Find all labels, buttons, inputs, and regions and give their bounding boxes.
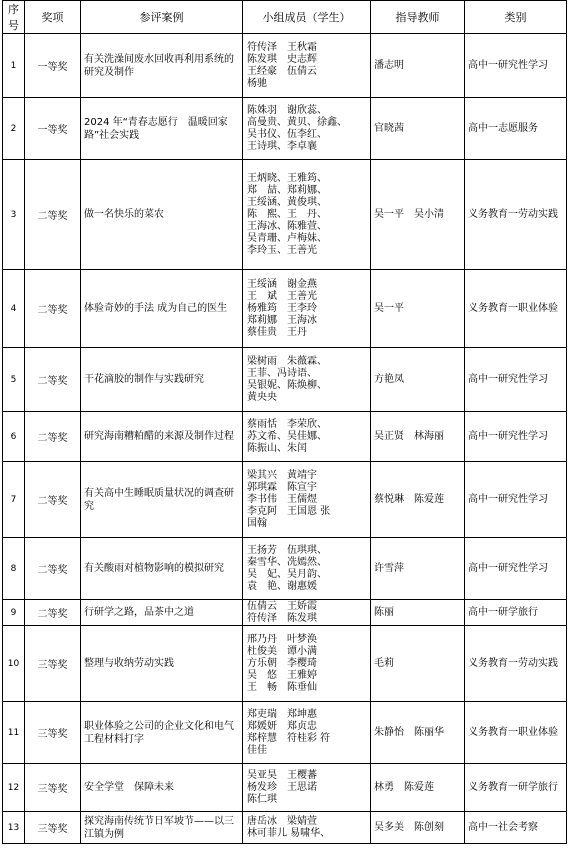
row-category: 高中一研究性学习 bbox=[465, 538, 567, 600]
row-category: 高中一研学旅行 bbox=[465, 600, 567, 626]
header-award: 奖项 bbox=[25, 1, 81, 34]
row-no: 10 bbox=[3, 626, 25, 702]
row-no: 9 bbox=[3, 600, 25, 626]
row-award: 三等奖 bbox=[25, 702, 81, 764]
row-teacher: 方艳凤 bbox=[371, 348, 465, 412]
row-award: 二等奖 bbox=[25, 270, 81, 348]
row-case: 体验奇妙的手法 成为自己的医生 bbox=[81, 270, 243, 348]
row-case: 探究海南传统节日军坡节——以三江镇为例 bbox=[81, 812, 243, 844]
row-case: 2024 年“青春志愿行 温暖回家路”社会实践 bbox=[81, 98, 243, 160]
row-no: 2 bbox=[3, 98, 25, 160]
row-case: 职业体验之公司的企业文化和电气工程材料打字 bbox=[81, 702, 243, 764]
row-category: 义务教育一劳动实践 bbox=[465, 626, 567, 702]
row-no: 7 bbox=[3, 462, 25, 538]
row-members: 郑吏瑞 郑坤惠 郑媛妍 郑贞忠 郑梓慧 符桂彩 符 佳佳 bbox=[243, 702, 371, 764]
row-no: 13 bbox=[3, 812, 25, 844]
row-members: 蔡雨恬 李荣欣、 苏文希、吴佳娜、 陈振山、朱闰 bbox=[243, 412, 371, 462]
row-no: 6 bbox=[3, 412, 25, 462]
row-category: 高中一研究性学习 bbox=[465, 462, 567, 538]
row-teacher: 吴多美 陈创刻 bbox=[371, 812, 465, 844]
row-award: 二等奖 bbox=[25, 538, 81, 600]
row-teacher: 朱静怡 陈丽华 bbox=[371, 702, 465, 764]
row-members: 王扬芳 伍琪琪、 秦雪华、冼嫣然、 吴 妃、吴月韵、 袁 艳、谢惠媛 bbox=[243, 538, 371, 600]
row-case: 整理与收纳劳动实践 bbox=[81, 626, 243, 702]
row-teacher: 潘志明 bbox=[371, 34, 465, 98]
row-case: 做一名快乐的菜农 bbox=[81, 160, 243, 270]
row-category: 高中一社会考察 bbox=[465, 812, 567, 844]
row-teacher: 林勇 陈爱莲 bbox=[371, 764, 465, 812]
header-case: 参评案例 bbox=[81, 1, 243, 34]
row-case: 干花滴胶的制作与实践研究 bbox=[81, 348, 243, 412]
row-category: 高中一志愿服务 bbox=[465, 98, 567, 160]
row-teacher: 蔡悦琳 陈爱莲 bbox=[371, 462, 465, 538]
table-row bbox=[3, 34, 567, 98]
row-case: 行研学之路，品茶中之道 bbox=[81, 600, 243, 626]
table-row bbox=[3, 270, 567, 348]
row-members: 符传泽 王秋霜 陈发琪 史志辉 王经豪 伍倩云 杨驰 bbox=[243, 34, 371, 98]
row-no: 3 bbox=[3, 160, 25, 270]
row-case: 研究海南糟粕醋的来源及制作过程 bbox=[81, 412, 243, 462]
row-case: 有关高中生睡眠质量状况的调查研究 bbox=[81, 462, 243, 538]
row-award: 一等奖 bbox=[25, 34, 81, 98]
row-members: 吴亚昊 王樱蕃 杨发珍 王思诺 陈仁琪 bbox=[243, 764, 371, 812]
row-award: 二等奖 bbox=[25, 412, 81, 462]
row-case: 有关酸雨对植物影响的模拟研究 bbox=[81, 538, 243, 600]
row-no: 1 bbox=[3, 34, 25, 98]
row-members: 伍倩云 王娇霞 符传泽 陈发琪 bbox=[243, 600, 371, 626]
header-teacher: 指导教师 bbox=[371, 1, 465, 34]
row-category: 义务教育一研学旅行 bbox=[465, 764, 567, 812]
row-members: 梁树雨 朱薇霖、 王菲、冯诗语、 吴银妮、陈焕柳、 黄央央 bbox=[243, 348, 371, 412]
row-no: 11 bbox=[3, 702, 25, 764]
table-row bbox=[3, 538, 567, 600]
row-members: 王炳晓、王雅筠、 郑 喆、郑莉娜、 王绥涵、黄俊琪、 陈 熙、王 丹、 王海冰、陈雅萱、 吴青珊、卢梅妹、 李玲玉、王善光 bbox=[243, 160, 371, 270]
row-category: 高中一研究性学习 bbox=[465, 412, 567, 462]
row-award: 三等奖 bbox=[25, 812, 81, 844]
row-teacher: 吴一平 bbox=[371, 270, 465, 348]
row-no: 5 bbox=[3, 348, 25, 412]
row-members: 王绥涵 谢金燕 王 斌 王善光 杨雅筠 王李玲 郑莉娜 王海冰 蔡佳贵 王丹 bbox=[243, 270, 371, 348]
row-award: 二等奖 bbox=[25, 160, 81, 270]
header-no: 序号 bbox=[3, 1, 25, 34]
header-members: 小组成员（学生） bbox=[243, 1, 371, 34]
row-category: 高中一研究性学习 bbox=[465, 34, 567, 98]
table-row bbox=[3, 348, 567, 412]
row-award: 二等奖 bbox=[25, 600, 81, 626]
row-award: 三等奖 bbox=[25, 764, 81, 812]
table-row bbox=[3, 412, 567, 462]
header-category: 类别 bbox=[465, 1, 567, 34]
table-header-row bbox=[3, 1, 567, 34]
awards-table bbox=[2, 0, 567, 844]
row-award: 三等奖 bbox=[25, 626, 81, 702]
row-teacher: 官晓茜 bbox=[371, 98, 465, 160]
table-row bbox=[3, 626, 567, 702]
table-row bbox=[3, 702, 567, 764]
row-category: 高中一研究性学习 bbox=[465, 348, 567, 412]
table-row bbox=[3, 98, 567, 160]
row-teacher: 吴一平 吴小清 bbox=[371, 160, 465, 270]
row-members: 陈姝羽 谢欣蕊、 高曼贵、黄贝、徐鑫、 吴书仪、伍李红、 王诗琪、李卓襄 bbox=[243, 98, 371, 160]
row-members: 梁其兴 黄靖宇 郭琪霖 陈宣宇 李书伟 王儒煜 李克阿 王国恩 张 国翰 bbox=[243, 462, 371, 538]
table-row bbox=[3, 764, 567, 812]
row-members: 邢乃丹 叶梦涣 杜俊美 谭小满 方乐朝 李樱琦 吴 悠 王雅婷 王 畅 陈垂仙 bbox=[243, 626, 371, 702]
row-teacher: 陈丽 bbox=[371, 600, 465, 626]
table-row bbox=[3, 600, 567, 626]
table-row bbox=[3, 812, 567, 844]
row-teacher: 毛莉 bbox=[371, 626, 465, 702]
row-teacher: 吴正贤 林海丽 bbox=[371, 412, 465, 462]
table-row bbox=[3, 160, 567, 270]
row-category: 义务教育一职业体验 bbox=[465, 702, 567, 764]
row-category: 义务教育一劳动实践 bbox=[465, 160, 567, 270]
row-no: 12 bbox=[3, 764, 25, 812]
row-category: 义务教育一职业体验 bbox=[465, 270, 567, 348]
row-award: 二等奖 bbox=[25, 462, 81, 538]
row-no: 8 bbox=[3, 538, 25, 600]
row-teacher: 许雪萍 bbox=[371, 538, 465, 600]
row-case: 有关洗澡间废水回收再利用系统的研究及制作 bbox=[81, 34, 243, 98]
row-case: 安全学堂 保障未来 bbox=[81, 764, 243, 812]
row-no: 4 bbox=[3, 270, 25, 348]
row-award: 一等奖 bbox=[25, 98, 81, 160]
row-members: 唐岳冰 梁婧萱 林可菲儿 易啸华、 bbox=[243, 812, 371, 844]
row-award: 二等奖 bbox=[25, 348, 81, 412]
table-row bbox=[3, 462, 567, 538]
